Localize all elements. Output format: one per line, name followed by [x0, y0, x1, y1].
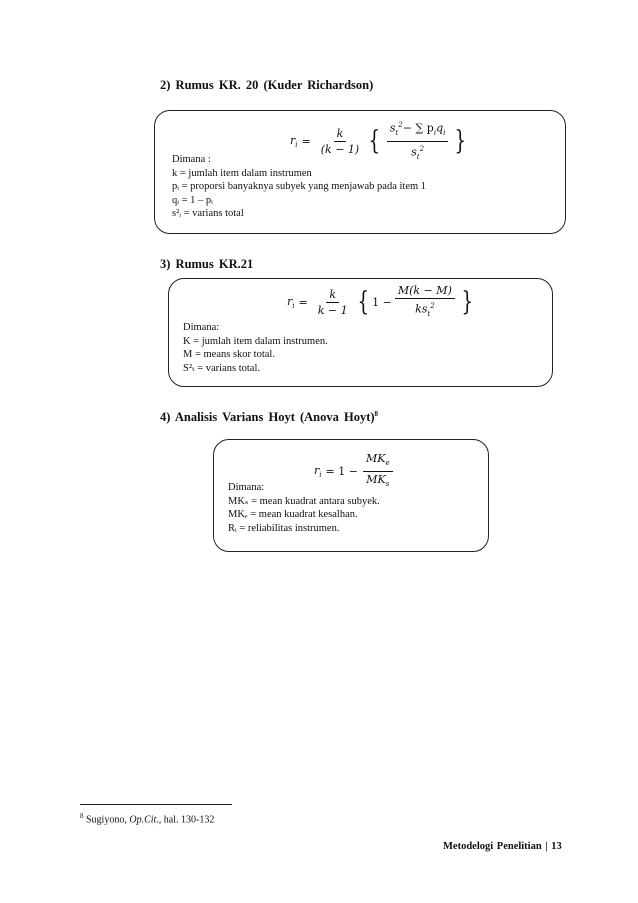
definitions-kr20 — [172, 153, 426, 221]
page-footer: Metodelogi Penelitian | 13 — [443, 841, 562, 852]
footnote-mark: 8 — [80, 812, 84, 820]
left-brace-icon: { — [357, 287, 369, 318]
definition-line: K = jumlah item dalam instrumen. — [183, 335, 328, 347]
footnote-pages: , hal. 130-132 — [158, 814, 215, 826]
definition-line: Rᵢ = reliabilitas instrumen. — [228, 522, 340, 534]
section-heading-kr21: 3) Rumus KR.21 — [160, 257, 254, 271]
definition-line: k = jumlah item dalam instrumen — [172, 167, 312, 179]
formula-brace-fraction: $\frac{s_t^2- \sum p_iq_i}{s_t^2}$ — [387, 119, 449, 164]
formula-fraction: $\frac{k}{(k - 1)}$ — [320, 126, 360, 156]
formula-equals: = 1 − — [325, 465, 358, 479]
formula-inner-fraction: $\frac{M(k - M)}{ks_t^2}$ — [395, 284, 455, 321]
formula-lhs: $r_i$ — [290, 133, 298, 149]
footnote-author: Sugiyono, — [86, 814, 127, 826]
left-brace-icon: { — [368, 126, 381, 157]
footnote-rule — [80, 804, 232, 805]
right-brace-icon: } — [454, 126, 467, 157]
formula-lhs: $r_i$ — [287, 294, 295, 311]
formula-one-minus: 1 − — [372, 295, 392, 309]
section-heading-kr20: 2) Rumus KR. 20 (Kuder Richardson) — [160, 78, 374, 92]
definition-line: qᵢ = 1 – pᵢ — [172, 194, 213, 206]
definitions-anova-hoyt — [228, 481, 380, 535]
definition-line: Dimana: — [183, 322, 220, 333]
definitions-kr21 — [183, 321, 328, 375]
right-brace-icon: } — [461, 287, 473, 318]
formula-box-kr21 — [168, 278, 553, 387]
definition-line: MKₛ = mean kuadrat antara subyek. — [228, 495, 380, 507]
footnote — [80, 812, 214, 825]
definition-line: S²ₜ = varians total. — [183, 362, 260, 374]
formula-equals: = — [301, 134, 311, 148]
formula-lhs: $r_i$ — [314, 464, 322, 480]
definition-line: M = means skor total. — [183, 349, 275, 361]
formula-kr21 — [287, 284, 476, 321]
section-heading-anova-hoyt: 4) Analisis Varians Hoyt (Anova Hoyt)$^8$ — [160, 410, 379, 425]
definition-line: MKₑ = mean kuadrat kesalhan. — [228, 509, 358, 521]
definition-line: pᵢ = proporsi banyaknya subyek yang menjawab pada item 1 — [172, 181, 427, 193]
formula-fraction: $\frac{MK_e}{MK_s}$ — [363, 452, 393, 491]
definition-line: Dimana : — [172, 154, 211, 165]
formula-equals: = — [298, 295, 308, 309]
definition-line: Dimana: — [228, 482, 265, 493]
formula-box-kr20 — [154, 110, 566, 234]
formula-box-anova-hoyt — [213, 439, 489, 552]
definition-line: s²ᵢ = varians total — [172, 208, 244, 220]
footnote-ref: 8 — [374, 410, 379, 418]
formula-fraction: $\frac{k}{k - 1}$ — [317, 287, 348, 317]
footnote-source: Op.Cit. — [129, 814, 159, 826]
